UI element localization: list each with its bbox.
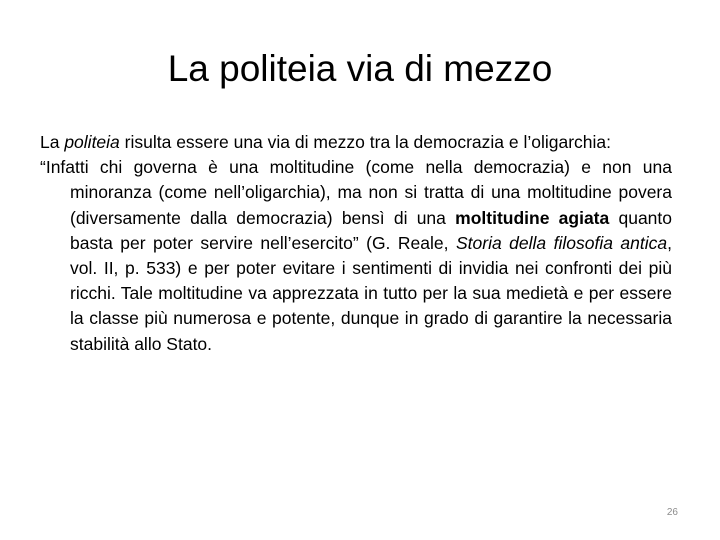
emphasis-moltitudine-agiata: moltitudine agiata: [455, 207, 610, 228]
intro-lead: La: [40, 132, 65, 152]
slide-title: La politeia via di mezzo: [167, 48, 553, 89]
book-title: Storia della filosofia antica: [455, 232, 668, 253]
intro-rest: risulta essere una via di mezzo tra la democrazia e l’oligarchia:: [119, 132, 611, 152]
quote-paragraph: [40, 155, 672, 357]
slide-body: [40, 130, 672, 357]
intro-paragraph: [40, 130, 672, 155]
quote-part-2: quanto basta per poter servire nell’esercito” (G. Reale,: [70, 207, 673, 253]
politeia-term: politeia: [64, 132, 120, 152]
quote-part-1: “Infatti chi governa è una moltitudine (come nella democrazia) e non una minoranza (come nell’oligarchia), ma non si tratta di una moltitudine povera (diversamente dalla democrazia) bensì di una: [40, 157, 672, 228]
quote-part-3: , vol. II, p. 533) e per poter evitare i sentimenti di invidia nei confronti dei più ricchi. Tale moltitudine va apprezzata in tutto per la sua medietà e per essere la classe più numerosa e potente, dunque in grado di garantire la necessaria stabilità allo Stato.: [70, 232, 673, 354]
page-number: 26: [666, 507, 678, 518]
